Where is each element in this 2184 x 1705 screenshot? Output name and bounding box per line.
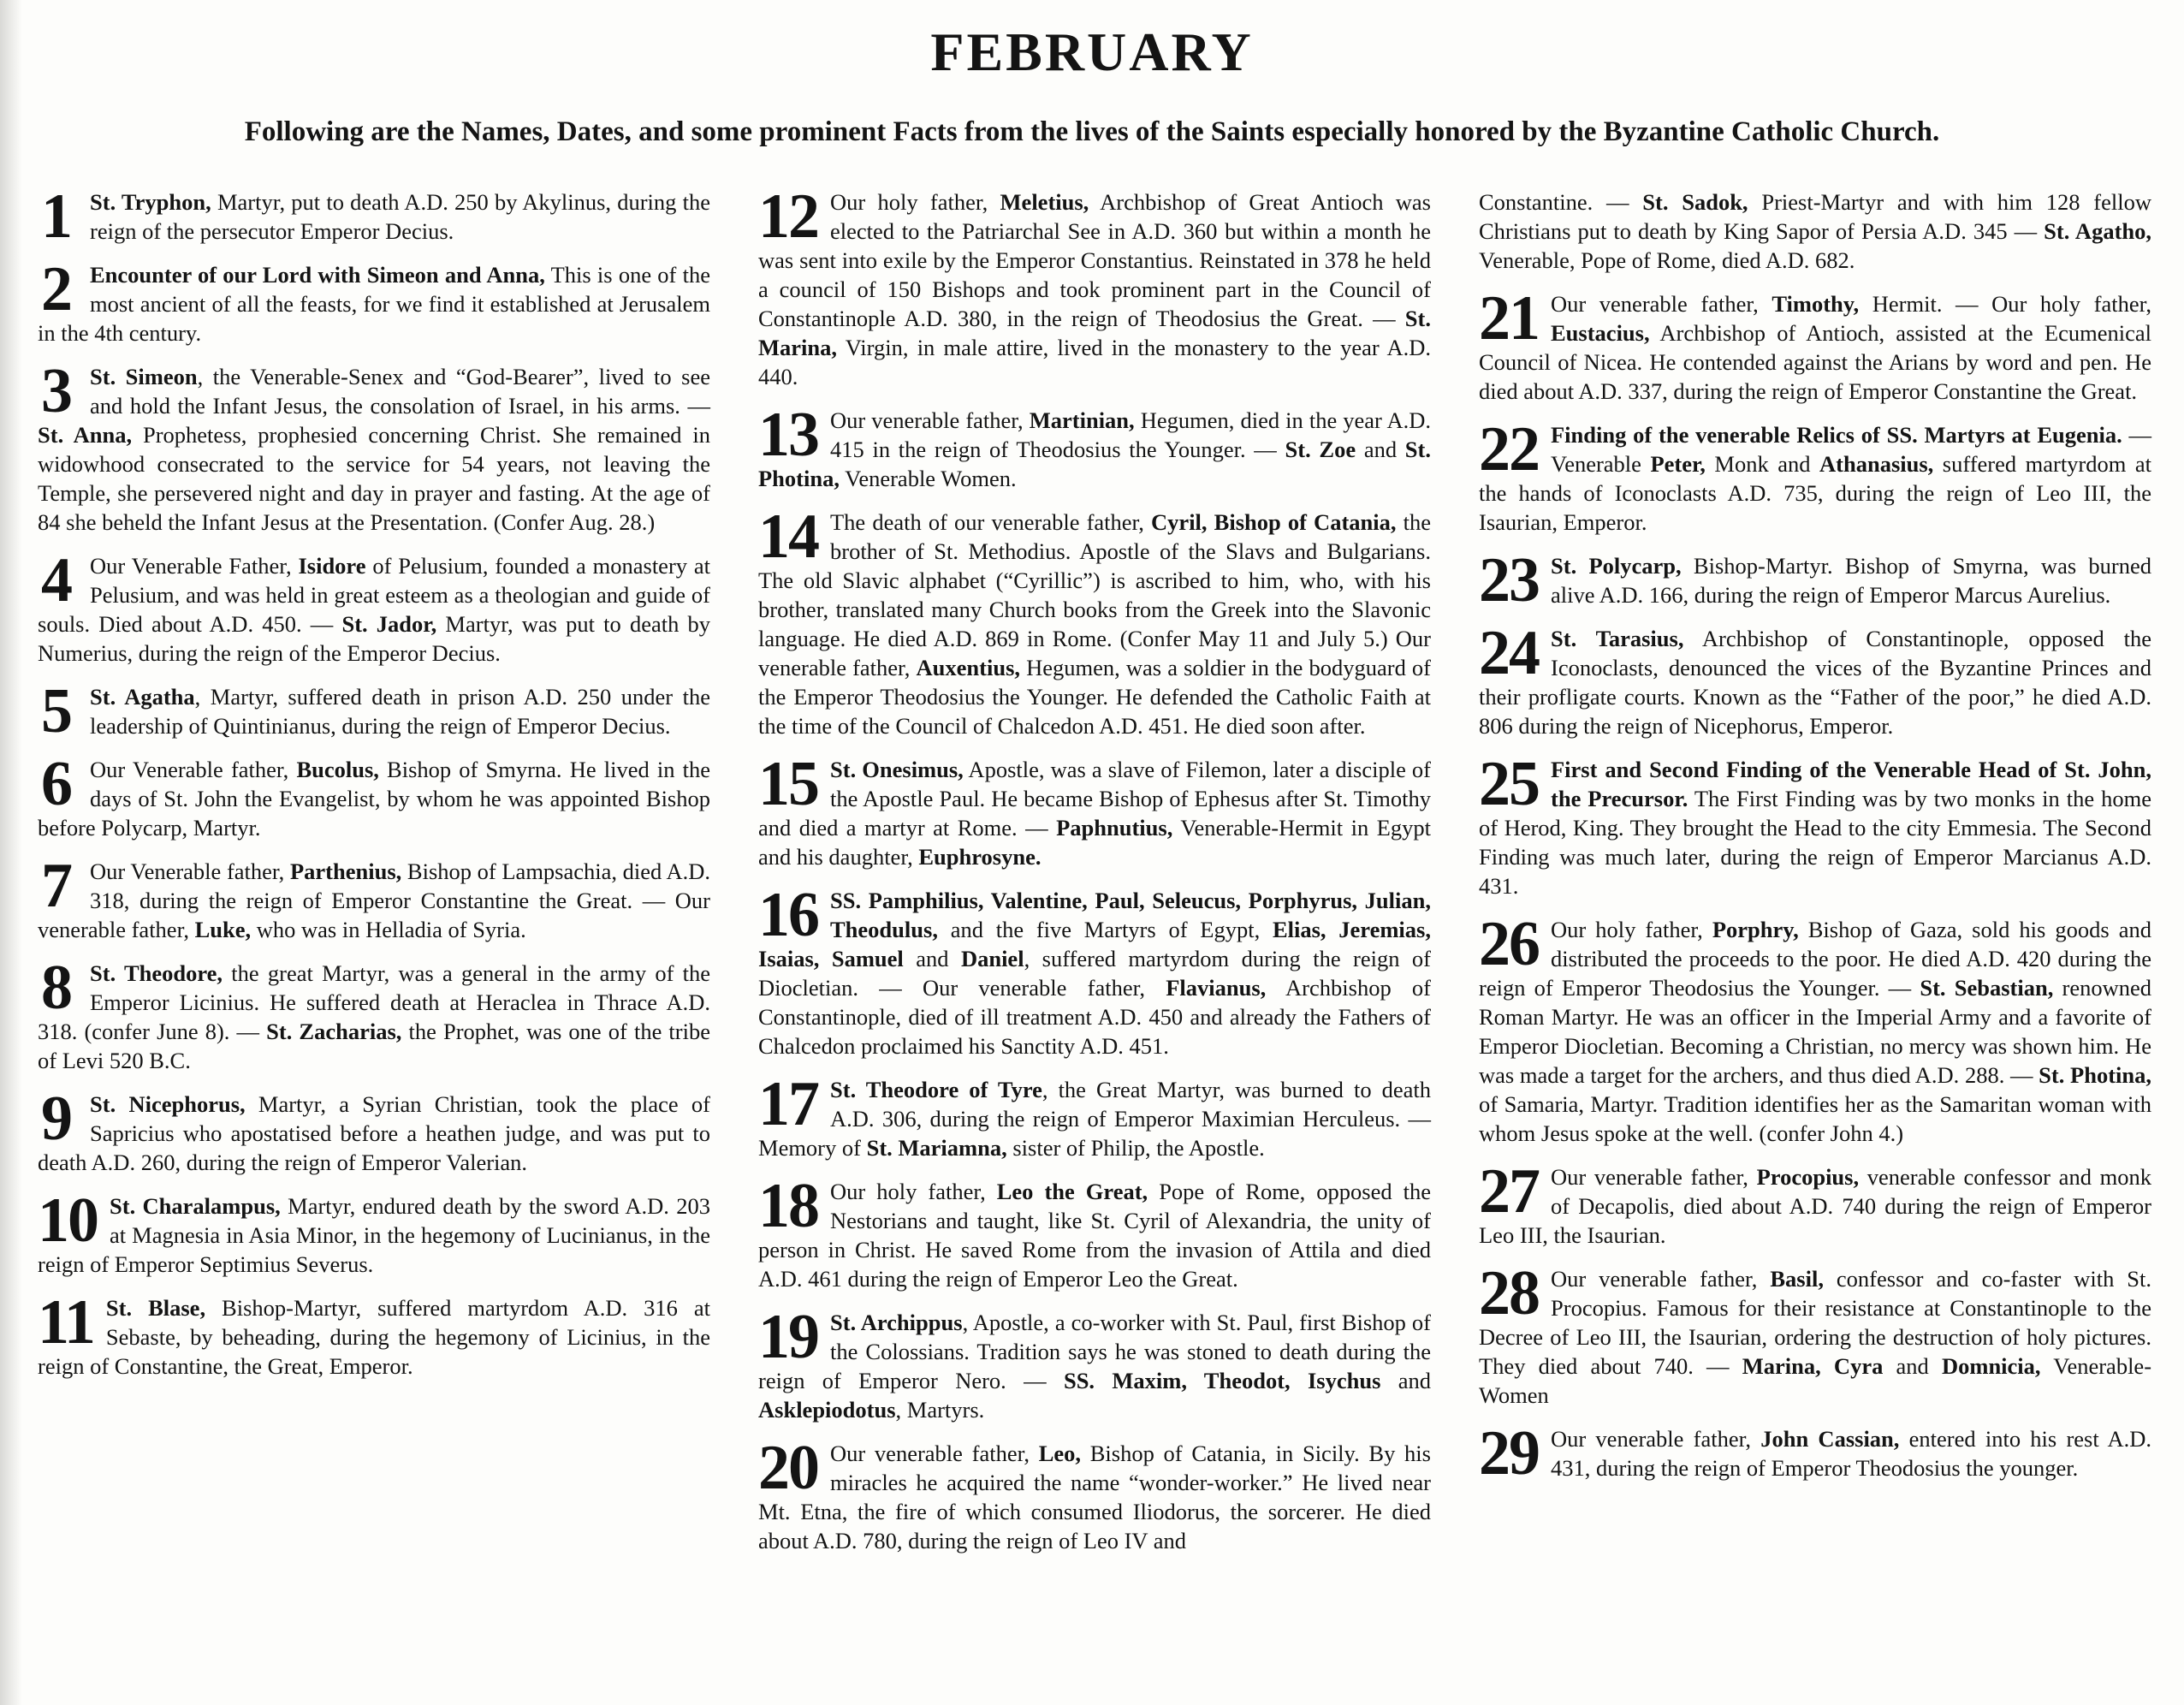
entry-text: Venerable, Pope of Rome, died A.D. 682.: [1479, 247, 1855, 273]
entry-day-12: [758, 181, 1431, 391]
saint-name: St. Tarasius,: [1551, 626, 1684, 651]
entry-day-24: [1479, 618, 2151, 740]
saint-name: St. Theodore,: [90, 960, 223, 986]
entry-text: renowned Roman Martyr. He was an officer in the Imperial Army and a favorite of Emperor Diocletian. Becoming a Christian, no mercy was shown him. He was made a target for the archers, and thus died A.D. 288. —: [1479, 975, 2151, 1088]
day-number: 25: [1479, 749, 1539, 819]
entry-text: Hegumen, died in the year A.D. 415 in the reign of Theodosius the Younger. —: [830, 407, 1431, 462]
entry-text: —Venerable: [1551, 422, 2151, 477]
entry-day-5: [38, 676, 710, 746]
entry-text: Our Venerable father,: [90, 757, 297, 782]
entry-text: the brother of St. Methodius. Apostle of the Slavs and Bulgarians. The old Slavic alphabet (“Cyrillic”) is ascribed to him, who, with his brother, translated many Church books from the Greek into the Slavonic language. He died A.D. 869 in Rome. (Confer May 11 and July 5.) Our venerable father,: [758, 509, 1431, 680]
day-number: 14: [758, 502, 818, 572]
entry-text: Our holy father,: [830, 189, 1000, 215]
day-number: 26: [1479, 909, 1539, 979]
entry-text: of Samaria, Martyr. Tradition identifies her as the Samaritan woman with whom Jesus spoke at the well. (confer John 4.): [1479, 1091, 2151, 1146]
entry-day-25: [1479, 749, 2151, 900]
day-number: 23: [1479, 545, 1539, 615]
entry-day-28: [1479, 1258, 2152, 1410]
saint-name: Paphnutius,: [1056, 815, 1173, 841]
entry-text: Bishop of Lampsachia, died A.D. 318, during the reign of Emperor Constantine the Great. — Our venerable father,: [38, 858, 710, 942]
entry-text: Venerable-Women: [1479, 1353, 2152, 1408]
columns: [38, 181, 2152, 1570]
entry-text: The First Finding was by two monks in the home of Herod, King. They brought the Head to the city Emmesia. The Second Finding was much later, during the reign of Emperor Marcianus A.D. 431.: [1479, 786, 2151, 899]
saint-name: Cyril, Bishop of Catania,: [1151, 509, 1397, 535]
saint-name: Porphry,: [1712, 917, 1799, 942]
entry-day-8: [38, 953, 711, 1075]
entry-text: Our venerable father,: [1551, 1266, 1771, 1292]
entry-text: Bishop of Gaza, sold his goods and distributed the proceeds to the poor. He died A.D. 420 during the reign of Emperor Theodosius the Younger. —: [1479, 917, 2151, 1001]
saint-name: Flavianus,: [1166, 975, 1267, 1001]
entry-text: Our venerable father,: [1551, 1426, 1761, 1452]
saint-name: Leo the Great,: [996, 1179, 1148, 1204]
saint-name: First and Second Finding of the Venerable Head of St. John, the Precursor.: [1551, 757, 2151, 811]
saint-name: Domnicia,: [1941, 1353, 2041, 1379]
entry-day-27: [1479, 1156, 2151, 1250]
entry-day-20: [758, 1433, 1431, 1555]
entry-day-4: [38, 545, 710, 668]
entry-text: Constantine. —: [1479, 189, 1643, 215]
day-number: 20: [758, 1433, 818, 1503]
entry-day-2: [38, 254, 710, 348]
entry-continuation: [1479, 187, 2151, 275]
entry-text: Venerable-Hermit in Egypt and his daughter,: [758, 815, 1431, 870]
day-number: 10: [38, 1185, 98, 1256]
entry-text: Our venerable father,: [1551, 1164, 1757, 1190]
day-number: 9: [41, 1084, 71, 1154]
saint-name: John Cassian,: [1760, 1426, 1900, 1452]
entry-text: Archbishop of Great Antioch was elected to the Patriarchal See in A.D. 360 but within a month he was sent into exile by the Emperor Constantius. Reinstated in 378 he held a council of 150 Bishops and took prominent part in the Council of Constantinople A.D. 380, in the reign of Theodosius the Great. —: [758, 189, 1431, 331]
saint-name: Martinian,: [1029, 407, 1135, 433]
saint-name: St. Anna,: [38, 422, 133, 448]
page-title: FEBRUARY: [930, 21, 1254, 82]
entry-day-9: [38, 1084, 710, 1177]
day-number: 17: [758, 1069, 818, 1139]
day-number: 16: [758, 880, 818, 950]
saint-name: St. Jador,: [341, 611, 437, 637]
entry-day-16: [758, 880, 1432, 1060]
entry-text: The death of our venerable father,: [830, 509, 1152, 535]
saint-name: Bucolus,: [296, 757, 379, 782]
saint-name: Elias, Jeremias, Isaias, Samuel: [758, 917, 1431, 971]
entry-text: Our Venerable Father,: [90, 553, 299, 579]
column-1: [38, 181, 711, 1570]
day-number: 29: [1479, 1418, 1539, 1488]
entry-text: Hegumen, was a soldier in the bodyguard of the Emperor Theodosius the Younger. He defended the Catholic Faith at the time of the Council of Chalcedon A.D. 451. He died soon after.: [758, 655, 1431, 739]
day-number: 11: [38, 1287, 94, 1357]
day-number: 12: [758, 181, 818, 252]
saint-name: Finding of the venerable Relics of SS. Martyrs at Eugenia.: [1551, 422, 2122, 448]
entry-text: Our holy father,: [1551, 917, 1712, 942]
day-number: 6: [41, 749, 71, 819]
entry-text: sister of Philip, the Apostle.: [1006, 1135, 1265, 1161]
entry-day-18: [758, 1171, 1431, 1293]
saint-name: St. Zacharias,: [266, 1019, 402, 1044]
entry-text: Our Venerable father,: [90, 858, 290, 884]
entry-text: and: [903, 946, 961, 971]
saint-name: Euphrosyne.: [918, 844, 1042, 870]
entry-day-19: [758, 1302, 1431, 1424]
column-3: [1479, 187, 2151, 1570]
entry-text: Martyr, endured death by the sword A.D. 203 at Magnesia in Asia Minor, in the hegemony of Lucinianus, in the reign of Emperor Septimius Severus.: [38, 1193, 710, 1277]
entry-text: the Prophet, was one of the tribe of Levi 520 B.C.: [38, 1019, 710, 1073]
entry-text: Our holy father,: [830, 1179, 997, 1204]
saint-name: Timothy,: [1772, 291, 1860, 317]
entry-text: Martyr, put to death A.D. 250 by Akylinus, during the reign of the persecutor Emperor Decius.: [90, 189, 710, 244]
saint-name: SS. Pamphilius, Valentine, Paul, Seleucus, Porphyrus, Julian, Theodulus,: [830, 888, 1431, 942]
entry-text: Our venerable father,: [830, 1441, 1039, 1466]
saint-name: Meletius,: [1000, 189, 1089, 215]
saint-name: Eustacius,: [1551, 320, 1650, 346]
saint-name: St. Mariamna,: [866, 1135, 1007, 1161]
entry-day-1: [38, 181, 710, 252]
entry-text: who was in Helladia of Syria.: [251, 917, 526, 942]
saint-name: St. Polycarp,: [1551, 553, 1682, 579]
saint-name: St. Photina,: [758, 437, 1431, 491]
saint-name: Encounter of our Lord with Simeon and Anna,: [90, 262, 545, 288]
entry-day-11: [38, 1287, 710, 1381]
saint-name: St. Charalampus,: [110, 1193, 281, 1219]
day-number: 27: [1479, 1156, 1539, 1227]
scan-edge-shadow: [0, 0, 22, 1705]
day-number: 5: [41, 676, 71, 746]
day-number: 13: [758, 400, 818, 470]
saint-name: Leo,: [1038, 1441, 1082, 1466]
day-number: 7: [41, 851, 71, 921]
entry-day-14: [758, 502, 1431, 740]
entry-day-17: [758, 1069, 1431, 1162]
entry-text: Our venerable father,: [1551, 291, 1772, 317]
page-subtitle: Following are the Names, Dates, and some prominent Facts from the lives of the Saints especially honored by the Byzantine Catholic Church.: [244, 116, 1940, 147]
saint-name: St. Nicephorus,: [90, 1091, 246, 1117]
entry-text: Pope of Rome, opposed the Nestorians and taught, like St. Cyril of Alexandria, the unity of person in Christ. He saved Rome from the invasion of Attila and died A.D. 461 during the reign of Emperor Leo the Great.: [758, 1179, 1431, 1292]
entry-text: and the five Martyrs of Egypt,: [937, 917, 1273, 942]
entry-text: Venerable Women.: [839, 466, 1017, 491]
day-number: 18: [758, 1171, 818, 1241]
entry-text: and: [1380, 1368, 1431, 1393]
saint-name: St. Zoe: [1285, 437, 1356, 462]
entry-day-3: [38, 356, 710, 537]
saint-name: Athanasius,: [1819, 451, 1934, 477]
entry-text: Bishop of Catania, in Sicily. By his miracles he acquired the name “wonder-worker.” He lived near Mt. Etna, the fire of which consumed Iliodorus, the sorcerer. He died about A.D. 780, during the reign of Leo IV and: [758, 1441, 1431, 1554]
entry-day-7: [38, 851, 710, 944]
entry-text: and: [1356, 437, 1405, 462]
entry-day-29: [1479, 1418, 2152, 1488]
saint-name: St. Archippus: [830, 1310, 963, 1335]
saint-name: Marina, Cyra: [1742, 1353, 1884, 1379]
entry-text: , Martyrs.: [895, 1397, 985, 1423]
saint-name: Procopius,: [1756, 1164, 1860, 1190]
entry-day-22: [1479, 414, 2151, 537]
entry-text: , suffered martyrdom during the reign of Diocletian. — Our venerable father,: [758, 946, 1431, 1001]
entry-text: Hermit. — Our holy father,: [1859, 291, 2151, 317]
day-number: 21: [1479, 283, 1539, 353]
day-number: 1: [41, 181, 71, 252]
entry-text: and: [1883, 1353, 1942, 1379]
saint-name: St. Photina,: [2039, 1062, 2151, 1088]
entry-text: Bishop-Martyr, suffered martyrdom A.D. 316 at Sebaste, by beheading, during the hegemony of Licinius, in the reign of Constantine, the Great, Emperor.: [38, 1295, 710, 1379]
entry-text: Bishop-Martyr. Bishop of Smyrna, was burned alive A.D. 166, during the reign of Emperor Marcus Aurelius.: [1551, 553, 2152, 608]
saint-name: Asklepiodotus: [758, 1397, 896, 1423]
day-number: 3: [41, 356, 71, 426]
saint-name: Daniel: [960, 946, 1024, 971]
saint-name: SS. Maxim, Theodot, Isychus: [1063, 1368, 1381, 1393]
entry-day-13: [758, 400, 1431, 493]
entry-text: Archbishop of Antioch, assisted at the Ecumenical Council of Nicea. He contended against the Arians by word and pen. He died about A.D. 337, during the reign of Emperor Constantine the Great.: [1479, 320, 2151, 404]
entry-day-26: [1479, 909, 2151, 1148]
saint-name: St. Agatha: [90, 684, 195, 710]
day-number: 2: [41, 254, 71, 324]
entry-text: Virgin, in male attire, lived in the monastery to the year A.D. 440.: [758, 335, 1431, 389]
entry-day-6: [38, 749, 710, 842]
entry-text: , Apostle, a co-worker with St. Paul, first Bishop of the Colossians. Tradition says he was stoned to death during the reign of Emperor Nero. —: [758, 1310, 1431, 1393]
entry-text: , the Venerable-Senex and “God-Bearer”, lived to see and hold the Infant Jesus, the consolation of Israel, in his arms. —: [90, 364, 710, 419]
entry-text: Prophetess, prophesied concerning Christ. She remained in widowhood consecrated to the service for 54 years, not leaving the Temple, she persevered night and day in prayer and fasting. At the age of 84 she beheld the Infant Jesus at the Presentation. (Confer Aug. 28.): [38, 422, 710, 535]
entry-text: , the Great Martyr, was burned to death A.D. 306, during the reign of Emperor Maximian Herculeus. — Memory of: [758, 1077, 1431, 1161]
saint-name: Luke,: [194, 917, 252, 942]
saint-name: Basil,: [1770, 1266, 1824, 1292]
saint-name: Isidore: [298, 553, 366, 579]
day-number: 8: [41, 953, 71, 1023]
entry-text: Martyr, was put to death by Numerius, during the reign of the Emperor Decius.: [38, 611, 710, 666]
entry-text: of Pelusium, founded a monastery at Pelusium, and was held in great esteem as a theologian and guide of souls. Died about A.D. 450. —: [38, 553, 710, 637]
saint-name: St. Onesimus,: [830, 757, 964, 782]
entry-text: Apostle, was a slave of Filemon, later a disciple of the Apostle Paul. He became Bishop of Ephesus after St. Timothy and died a martyr at Rome. —: [758, 757, 1431, 841]
day-number: 22: [1479, 414, 1539, 484]
day-number: 28: [1479, 1258, 1539, 1328]
saint-name: St. Sadok,: [1642, 189, 1748, 215]
entry-text: , Martyr, suffered death in prison A.D. 250 under the leadership of Quintinianus, during the reign of Emperor Decius.: [90, 684, 710, 739]
entry-day-23: [1479, 545, 2152, 615]
saint-name: St. Sebastian,: [1920, 975, 2054, 1001]
saint-name: St. Blase,: [105, 1295, 206, 1321]
saint-name: St. Marina,: [758, 306, 1431, 360]
entry-text: Martyr, a Syrian Christian, took the place of Sapricius who apostatised before a heathen judge, and was put to death A.D. 260, during the reign of Emperor Valerian.: [38, 1091, 710, 1175]
saint-name: Peter,: [1650, 451, 1706, 477]
entry-text: Archbishop of Constantinople, opposed the Iconoclasts, denounced the vices of the Byzantine Princes and their profligate courts. Known as the “Father of the poor,” he died A.D. 806 during the reign of Nicephorus, Emperor.: [1479, 626, 2151, 739]
entry-day-10: [38, 1185, 710, 1279]
entry-text: Archbishop of Constantinople, died of ill treatment A.D. 450 and already the Fathers of Chalcedon proclaimed his Sanctity A.D. 451.: [758, 975, 1432, 1059]
day-number: 15: [758, 749, 818, 819]
day-number: 4: [41, 545, 71, 615]
entry-text: the great Martyr, was a general in the army of the Emperor Licinius. He suffered death at Heraclea in Thrace A.D. 318. (confer June 8). —: [38, 960, 711, 1044]
entry-text: Monk and: [1705, 451, 1819, 477]
entry-day-21: [1479, 283, 2151, 406]
entry-text: This is one of the most ancient of all the feasts, for we find it established at Jerusalem in the 4th century.: [38, 262, 710, 346]
column-2: [758, 181, 1432, 1570]
entry-text: suffered martyrdom at the hands of Iconoclasts A.D. 735, during the reign of Leo III, the Isaurian, Emperor.: [1479, 451, 2151, 535]
saint-name: St. Theodore of Tyre: [830, 1077, 1042, 1102]
day-number: 19: [758, 1302, 818, 1372]
saint-name: Parthenius,: [289, 858, 402, 884]
saint-name: St. Simeon: [90, 364, 198, 389]
entry-text: Our venerable father,: [830, 407, 1030, 433]
entry-text: entered into his rest A.D. 431, during the reign of Emperor Theodosius the younger.: [1551, 1426, 2152, 1481]
entry-text: Priest-Martyr and with him 128 fellow Christians put to death by King Sapor of Persia A.D. 345 —: [1479, 189, 2151, 244]
entry-text: Bishop of Smyrna. He lived in the days of St. John the Evangelist, by whom he was appointed Bishop before Polycarp, Martyr.: [38, 757, 710, 841]
saint-name: St. Tryphon,: [90, 189, 211, 215]
entry-day-15: [758, 749, 1431, 871]
entry-text: venerable confessor and monk of Decapolis, died about A.D. 740 during the reign of Emperor Leo III, the Isaurian.: [1479, 1164, 2151, 1248]
saint-name: Auxentius,: [916, 655, 1021, 680]
saint-name: St. Agatho,: [2044, 218, 2152, 244]
entry-text: confessor and co-faster with St. Procopius. Famous for their resistance at Constantinople to the Decree of Leo III, the Isaurian, ordering the destruction of holy pictures. They died about 740. —: [1479, 1266, 2151, 1379]
day-number: 24: [1479, 618, 1539, 688]
